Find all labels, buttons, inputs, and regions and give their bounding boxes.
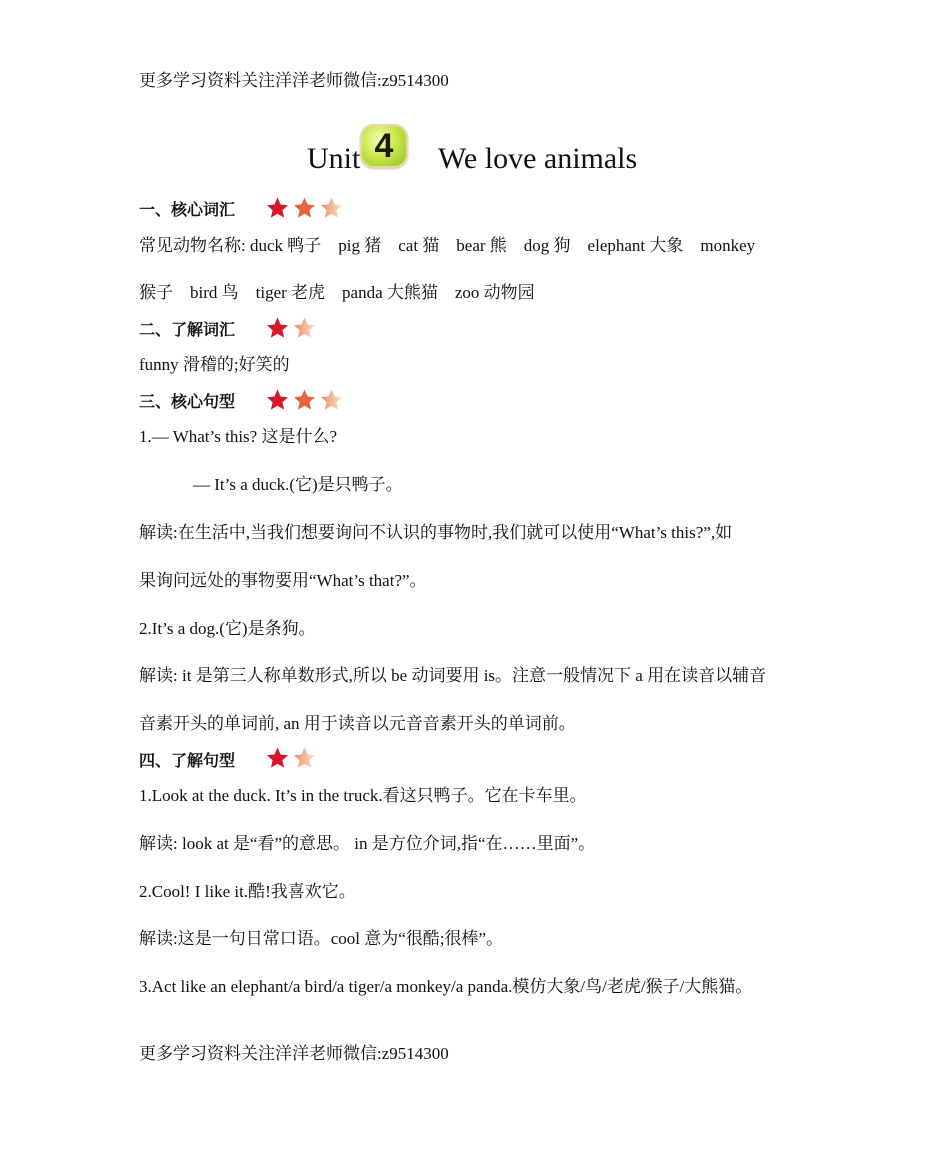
rating-stars-extra-sentences [265, 746, 317, 770]
sentence-line: — It’s a duck.(它)是只鸭子。 [193, 475, 403, 494]
rating-stars-extra-vocab [265, 316, 317, 340]
unit-number-badge: 4 [360, 124, 408, 168]
explanation-line: 解读:在生活中,当我们想要询问不认识的事物时,我们就可以使用“What’s this?”,如 [139, 523, 733, 542]
explanation-line: 音素开头的单词前, an 用于读音以元音音素开头的单词前。 [139, 714, 576, 733]
star-faded-icon [319, 388, 344, 412]
star-full-icon [292, 388, 317, 412]
section-heading-extra-vocab: 二、了解词汇 [139, 322, 236, 339]
explanation-line: 解读: it 是第三人称单数形式,所以 be 动词要用 is。注意一般情况下 a 用在读音以辅音 [139, 666, 767, 685]
sentence-line: 2.Cool! I like it.酷!我喜欢它。 [139, 882, 356, 901]
rating-stars-core-sentences [265, 388, 344, 412]
header-note: 更多学习资料关注洋洋老师微信:z9514300 [139, 71, 449, 90]
extra-vocab-line: funny 滑稽的;好笑的 [139, 355, 290, 374]
star-faded-icon [292, 746, 317, 770]
section-heading-core-vocab: 一、核心词汇 [139, 202, 236, 219]
star-full-icon [265, 388, 290, 412]
star-full-icon [265, 746, 290, 770]
explanation-line: 解读:这是一句日常口语。cool 意为“很酷;很棒”。 [139, 929, 504, 948]
explanation-line: 解读: look at 是“看”的意思。 in 是方位介词,指“在……里面”。 [139, 834, 596, 853]
vocab-line-2: 猴子 bird 鸟 tiger 老虎 panda 大熊猫 zoo 动物园 [139, 283, 535, 302]
explanation-line: 果询问远处的事物要用“What’s that?”。 [139, 571, 427, 590]
star-full-icon [265, 316, 290, 340]
section-heading-core-sentences: 三、核心句型 [139, 394, 236, 411]
sentence-line: 1.Look at the duck. It’s in the truck.看这只鸭子。它在卡车里。 [139, 786, 587, 805]
star-faded-icon [319, 196, 344, 220]
sentence-line: 3.Act like an elephant/a bird/a tiger/a monkey/a panda.模仿大象/鸟/老虎/猴子/大熊猫。 [139, 977, 753, 996]
page-title: We love animals [438, 142, 638, 175]
unit-label: Unit [307, 142, 361, 175]
sentence-line: 1.— What’s this? 这是什么? [139, 427, 337, 446]
section-heading-extra-sentences: 四、了解句型 [139, 753, 236, 770]
sentence-line: 2.It’s a dog.(它)是条狗。 [139, 619, 316, 638]
rating-stars-core-vocab [265, 196, 344, 220]
footer-note: 更多学习资料关注洋洋老师微信:z9514300 [139, 1044, 449, 1063]
vocab-line-1: 常见动物名称: duck 鸭子 pig 猪 cat 猫 bear 熊 dog 狗 elephant 大象 monkey [139, 236, 756, 255]
star-faded-icon [292, 316, 317, 340]
star-full-icon [292, 196, 317, 220]
star-full-icon [265, 196, 290, 220]
